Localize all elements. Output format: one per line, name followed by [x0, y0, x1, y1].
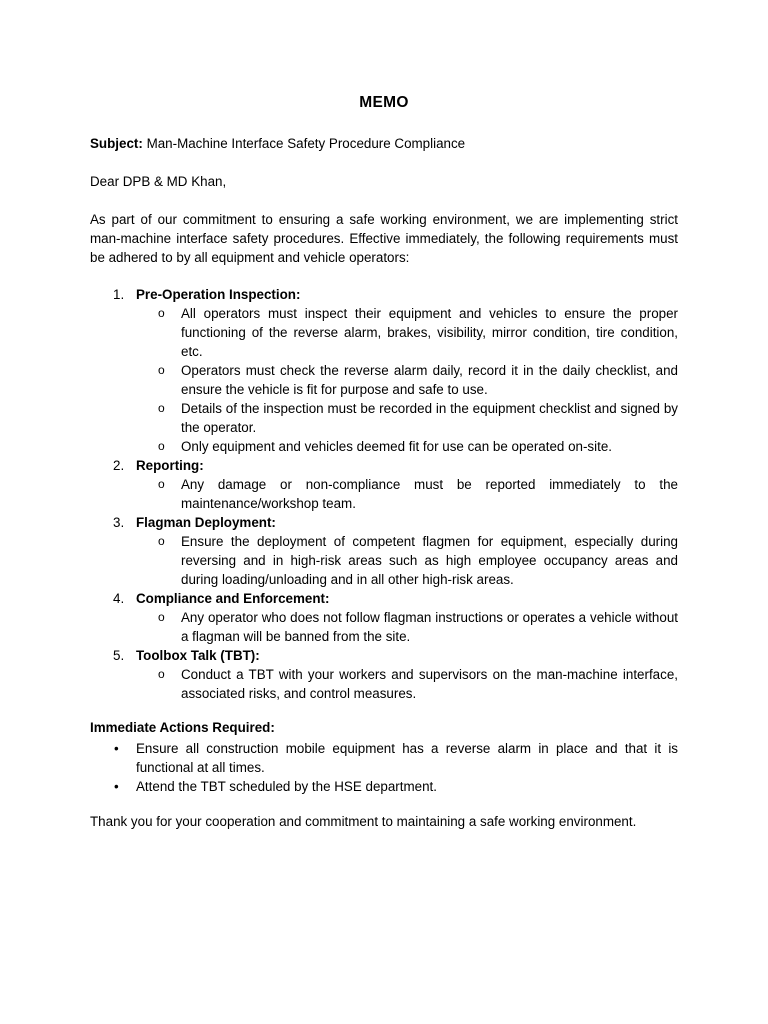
list-item-text: Any damage or non-compliance must be reported immediately to the maintenance/workshop team.	[181, 477, 678, 511]
memo-title: MEMO	[359, 94, 409, 111]
section-heading	[90, 513, 678, 532]
subject-text: Man-Machine Interface Safety Procedure Compliance	[146, 136, 466, 151]
salutation: Dear DPB & MD Khan,	[90, 174, 227, 189]
section-heading	[90, 285, 678, 304]
section-number: 2.	[113, 458, 125, 473]
section-title: Reporting:	[136, 458, 204, 473]
bullet-dot-icon: •	[114, 741, 119, 756]
section-heading	[90, 589, 678, 608]
list-item	[90, 739, 678, 777]
immediate-actions-heading: Immediate Actions Required:	[90, 720, 275, 735]
circle-bullet-icon: o	[158, 477, 165, 491]
list-item	[90, 437, 678, 456]
list-item-text: Conduct a TBT with your workers and supervisors on the man-machine interface, associated risks, and control measures.	[181, 667, 678, 701]
section-title: Compliance and Enforcement:	[136, 591, 330, 606]
closing-line: Thank you for your cooperation and commitment to maintaining a safe working environment.	[90, 814, 637, 829]
requirements-list	[90, 285, 678, 703]
immediate-actions-list	[90, 739, 678, 796]
list-item-text: Details of the inspection must be recorded in the equipment checklist and signed by the operator.	[181, 401, 678, 435]
circle-bullet-icon: o	[158, 610, 165, 624]
section-number: 3.	[113, 515, 125, 530]
circle-bullet-icon: o	[158, 667, 165, 681]
section-heading	[90, 456, 678, 475]
list-item	[90, 361, 678, 399]
list-item-text: Attend the TBT scheduled by the HSE department.	[136, 779, 437, 794]
subject-label: Subject:	[90, 136, 143, 151]
section-number: 4.	[113, 591, 125, 606]
list-item	[90, 777, 678, 796]
section-title: Pre-Operation Inspection:	[136, 287, 301, 302]
list-item-text: Operators must check the reverse alarm daily, record it in the daily checklist, and ensure the vehicle is fit for purpose and safe to use.	[181, 363, 678, 397]
list-item-text: All operators must inspect their equipment and vehicles to ensure the proper functioning of the reverse alarm, brakes, visibility, mirror condition, tire condition, etc.	[181, 306, 678, 359]
list-item-text: Only equipment and vehicles deemed fit for use can be operated on-site.	[181, 439, 612, 454]
list-item	[90, 304, 678, 361]
section-number: 5.	[113, 648, 125, 663]
list-item	[90, 475, 678, 513]
section-heading	[90, 646, 678, 665]
circle-bullet-icon: o	[158, 534, 165, 548]
section-number: 1.	[113, 287, 125, 302]
list-item	[90, 532, 678, 589]
circle-bullet-icon: o	[158, 439, 165, 453]
circle-bullet-icon: o	[158, 306, 165, 320]
circle-bullet-icon: o	[158, 401, 165, 415]
section-title: Flagman Deployment:	[136, 515, 276, 530]
intro-paragraph: As part of our commitment to ensuring a safe working environment, we are implementing strict man-machine interface safety procedures. Effective immediately, the following requirements must be adhered to by all equipment and vehicle operators:	[90, 212, 678, 265]
list-item	[90, 665, 678, 703]
subject-line	[90, 136, 680, 151]
list-item	[90, 399, 678, 437]
bullet-dot-icon: •	[114, 779, 119, 794]
circle-bullet-icon: o	[158, 363, 165, 377]
list-item-text: Ensure the deployment of competent flagmen for equipment, especially during reversing and in high-risk areas such as high employee occupancy areas and during loading/unloading and in all other high-risk areas.	[181, 534, 678, 587]
section-title: Toolbox Talk (TBT):	[136, 648, 260, 663]
list-item-text: Ensure all construction mobile equipment has a reverse alarm in place and that it is functional at all times.	[136, 741, 678, 775]
list-item	[90, 608, 678, 646]
list-item-text: Any operator who does not follow flagman instructions or operates a vehicle without a flagman will be banned from the site.	[181, 610, 678, 644]
